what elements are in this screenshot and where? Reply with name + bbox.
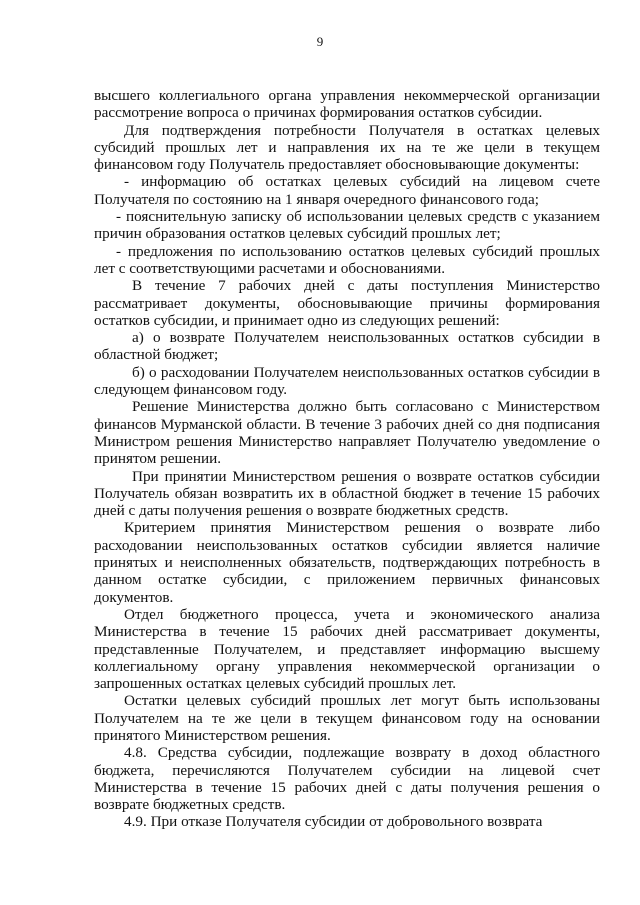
paragraph-continuation: высшего коллегиального органа управления некоммерческой организации рассмотрение вопроса о причинах формирования остатков субсидии. [94,87,600,122]
paragraph-approval: Решение Министерства должно быть согласовано с Министерством финансов Мурманской области. В течение 3 рабочих дней со дня подписания Министром решения Министерство направляет Получателю уведомление о принятом решении. [94,398,600,468]
paragraph-balances-use: Остатки целевых субсидий прошлых лет могут быть использованы Получателем на те же цели в текущем финансовом году на основании принятого Министерством решения. [94,692,600,744]
clause-4-8: 4.8. Средства субсидии, подлежащие возврату в доход областного бюджета, перечисляются Получателем субсидии на лицевой счет Министерства в течение 15 рабочих дней с даты получения решения о возврате бюджетных средств. [94,744,600,814]
list-item-balance-info: - информацию об остатках целевых субсидий на лицевом счете Получателя по состоянию на 1 января очередного финансового года; [94,173,600,208]
clause-4-9: 4.9. При отказе Получателя субсидии от добровольного возврата [124,813,543,831]
paragraph-budget-department: Отдел бюджетного процесса, учета и экономического анализа Министерства в течение 15 рабочих дней рассматривает документы, представленные Получателем, и представляет информацию высшему коллегиальному органу управления некоммерческой организации о запрошенных остатках целевых субсидий прошлых лет. [94,605,600,693]
page-number: 9 [316,34,324,49]
paragraph-documents-intro: Для подтверждения потребности Получателя в остатках целевых субсидий прошлых лет и направления их на те же цели в текущем финансовом году Получатель предоставляет обосновывающие документы: [94,121,600,174]
list-item-explanatory-note: - пояснительную записку об использовании целевых средств с указанием причин образования остатков целевых субсидий прошлых лет; [94,208,600,243]
paragraph-criterion: Критерием принятия Министерством решения о возврате либо расходовании неиспользованных остатков субсидии является наличие принятых и неисполненных обязательств, подтверждающих потребность в данном остатке субсидии, с приложением первичных финансовых документов. [94,519,600,606]
paragraph-return-obligation: При принятии Министерством решения о возврате остатков субсидии Получатель обязан возвратить их в областной бюджет в течение 15 рабочих дней с даты получения решения о возврате бюджетных средств. [94,467,600,520]
option-return: а) о возврате Получателем неиспользованных остатков субсидии в областной бюджет; [94,329,600,364]
list-item-proposals: - предложения по использованию остатков целевых субсидий прошлых лет с соответствующими расчетами и обоснованиями. [94,242,600,277]
paragraph-review-period: В течение 7 рабочих дней с даты поступления Министерство рассматривает документы, обосновывающие причины формирования остатков субсидии, и принимает одно из следующих решений: [94,277,600,329]
option-spend: б) о расходовании Получателем неиспользованных остатков субсидии в следующем финансовом году. [94,363,600,399]
